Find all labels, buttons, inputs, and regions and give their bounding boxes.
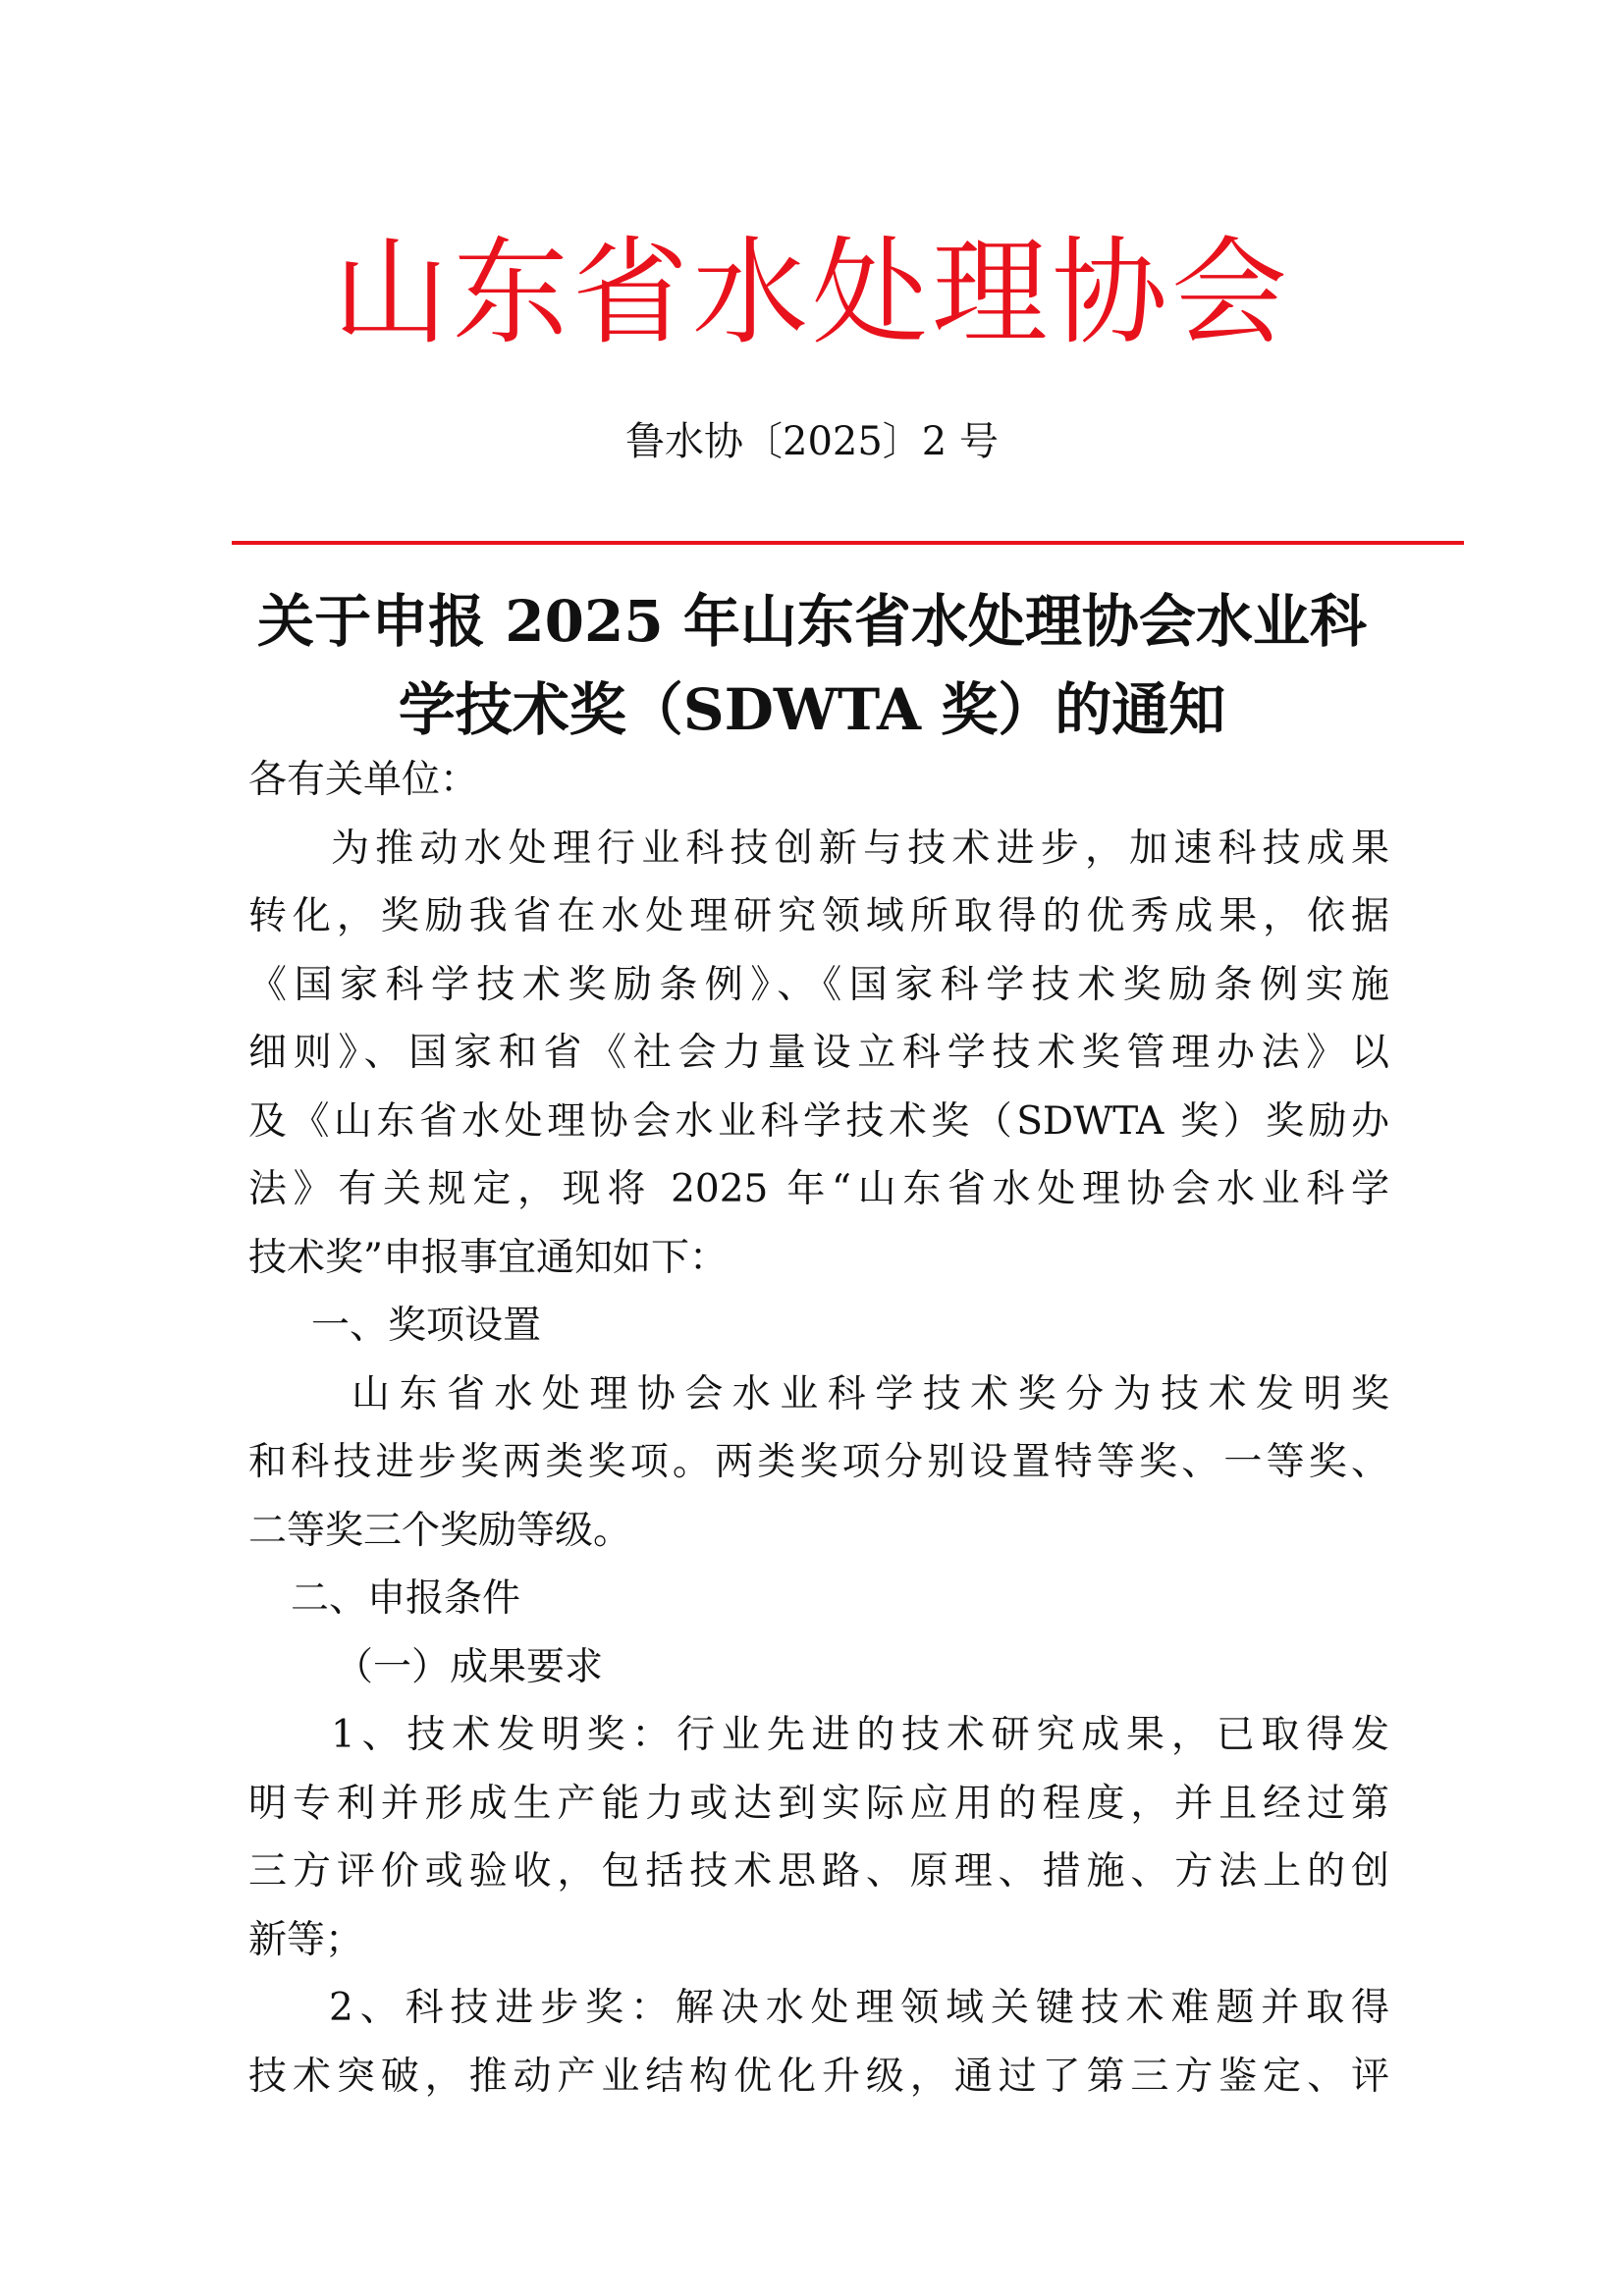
intro-line: 及《山东省水处理协会水业科学技术奖（SDWTA 奖）奖励办	[248, 1098, 1389, 1144]
header-divider	[232, 541, 1464, 545]
item2-line: 技术突破，推动产业结构优化升级，通过了第三方鉴定、评	[248, 2054, 1389, 2099]
intro-line: 为推动水处理行业科技创新与技术进步，加速科技成果	[331, 826, 1389, 871]
item1-line: 三方评价或验收，包括技术思路、原理、措施、方法上的创	[248, 1849, 1389, 1894]
intro-line: 《国家科学技术奖励条例》、《国家科学技术奖励条例实施	[248, 962, 1389, 1007]
intro-line: 技术奖”申报事宜通知如下：	[248, 1235, 728, 1280]
notice-title-line-1: 关于申报 2025 年山东省水处理协会水业科	[257, 588, 1367, 655]
intro-line: 转化，奖励我省在水处理研究领域所取得的优秀成果，依据	[248, 894, 1389, 938]
organization-header: 山东省水处理协会	[332, 225, 1291, 360]
intro-line: 法》有关规定，现将 2025 年“山东省水处理协会水业科学	[248, 1167, 1389, 1211]
item1-line: 1、技术发明奖：行业先进的技术研究成果，已取得发	[331, 1713, 1389, 1757]
document-number: 鲁水协〔2025〕2 号	[625, 419, 999, 464]
intro-line: 细则》、国家和省《社会力量设立科学技术奖管理办法》以	[248, 1031, 1389, 1075]
item1-line: 明专利并形成生产能力或达到实际应用的程度，并且经过第	[248, 1781, 1389, 1826]
notice-title	[236, 577, 1388, 754]
subsection-heading-results: （一）成果要求	[335, 1644, 604, 1689]
section1-line: 山东省水处理协会水业科学技术奖分为技术发明奖	[352, 1371, 1389, 1416]
item2-line: 2、科技进步奖：解决水处理领域关键技术难题并取得	[329, 1986, 1389, 2030]
notice-body	[248, 746, 1389, 2110]
section1-line: 二等奖三个奖励等级。	[248, 1508, 632, 1553]
notice-title-line-2: 学技术奖（SDWTA 奖）的通知	[398, 676, 1226, 743]
salutation: 各有关单位：	[248, 758, 479, 802]
section1-line: 和科技进步奖两类奖项。两类奖项分别设置特等奖、一等奖、	[248, 1440, 1389, 1484]
item1-line: 新等；	[248, 1917, 364, 1962]
section-heading-awards: 一、奖项设置	[311, 1304, 542, 1348]
section-heading-conditions: 二、申报条件	[291, 1576, 521, 1621]
